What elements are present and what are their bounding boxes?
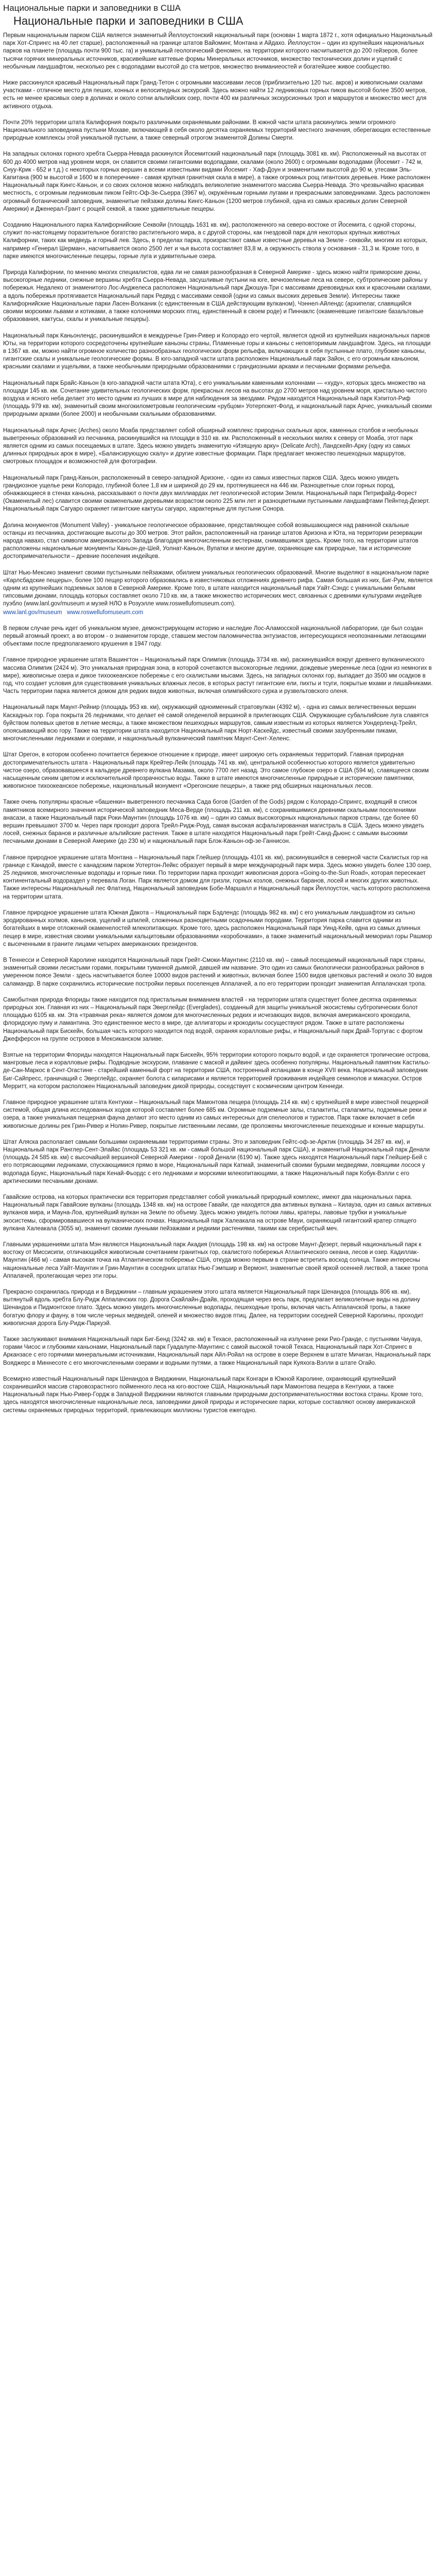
paragraph: Прекрасно сохранилась природа и в Вирджинии – главным украшением этого штата является Национальный парк Шенандоа (площадь 806 кв. км), вытянутый вдоль хребта Блу-Ридж Аппалачских гор. Дорога Скайлайн-Драйв, проходящая через весь парк, предлагает великолепные виды на долину Шенандоа и Пидмонтское плато. Здесь можно увидеть многочисленные водопады, пешеходные тропы, включая часть Аппалачской тропы, а также богатую флору и фауну, в том числе черных медведей, оленей и множество видов птиц. Далее, на территории соседней Северной Каролины, проходит живописная дорога Блу-Ридж-Паркуэй. <box>3 1289 424 1327</box>
paragraph: Национальный парк Маунт-Рейнир (площадь 953 кв. км), окружающий одноименный стратовулкан (4392 м), - одна из самых величественных вершин Каскадных гор. Гора покрыта 26 ледниками, что делает её самой оледенелой вершиной в прилегающих США. Окружающие субальпийские луга славятся буйством полевых цветов в летние месяцы, а также множеством пешеходных маршрутов, самым известным из которых является Уондерленд-Трейл, опоясывающий всю гору. Также на территории штата находится Национальный парк Норт-Каскейдс, известный своими зазубренными пиками, многочисленными ледниками и озерами, и национальный вулканический памятник Маунт-Сент-Хеленс. <box>3 704 429 742</box>
paragraph: Национальный парк Брайс-Каньон (в юго-западной части штата Юта), с его уникальными каменными колоннами — «худу», которых здесь множество на площади 145 кв. км. Сочетание удивительных геологических форм, прекрасных лесов на высотах до 2700 метров над уровнем моря, кристально чистого воздуха и ясного неба делает это место одним из лучших в мире для наблюдения за звездами. Рядом находятся Национальный парк Кэпитол-Риф (площадь 979 кв. км), знаменитый своим многокилометровым геологическим «рубцом» Уотерпокет-Фолд, и национальный парк Арчес, уникальный своими природными арками (более 2000) и необычными скальными образованиями. <box>3 380 432 418</box>
paragraph: Национальный парк Арчес (Arches) около Моаба представляет собой обширный комплекс природных скальных арок, каменных столбов и необычных выветренных образований из песчаника, раскинувшийся на площади в 310 кв. км. Расположенный в нескольких милях к северу от Моаба, этот парк является одним из самых посещаемых в штате. Здесь можно увидеть знаменитую «Изящную арку» (Delicate Arch), Ландскейп-Арку (одну из самых длинных природных арок в мире), «Балансирующую скалу» и другие известные формации. Парк предлагает множество пешеходных маршрутов, смотровых площадок и возможностей для фотографии. <box>3 427 418 465</box>
document-subtitle: Национальные парки и заповедники в США <box>13 14 243 27</box>
document-title: Национальные парки и заповедники в США <box>3 3 181 13</box>
paragraph: В Теннесси и Северной Каролине находится Национальный парк Грейт-Смоки-Маунтинс (2110 кв. км) – самый посещаемый национальный парк страны, знаменитый своими лесистыми горами, покрытыми туманной дымкой, давшей им название. Это один из самых биологически разнообразных районов в умеренном поясе Земли - здесь насчитывается более 10000 видов растений и животных, включая более 1500 видов цветковых растений и около 30 видов саламандр. В парке сохранились исторические постройки первых поселенцев Аппалачей, а по его территории проходит знаменитая Аппалачская тропа. <box>3 957 432 987</box>
roswell-museum-link[interactable]: www.roswellufomuseum.com <box>67 609 144 616</box>
paragraph: Природа Калифорнии, по мнению многих специалистов, едва ли не самая разнообразная в Северной Америке - здесь можно найти приморские дюны, высокогорные ледники, снежные вершины хребта Сьерра-Невада, засушливые пустыни на юге, вечнозеленые леса на севере, субтропические районы у побережья. Недалеко от знаменитого Лос-Анджелеса расположен Национальный парк Джошуа-Три с массивами древовидных юкк и красочными скалами, а вдоль побережья протягивается Национальный парк Редвуд с массивами секвой (одни из самых высоких деревьев Земли). Интересны также Калифорнийские Национальные парки Ласен-Волканик (с единственным в США действующим вулканом), Чэннел-Айлендс (архипелаг, славящийся своими морскими львами и котиками, а также колониями морских птиц, единственный в своем роде) и Пиннаклс (окаменевшие гигантские базальтовые образования, кактусы, скалы и уникальные пещеры). <box>3 269 432 323</box>
lanl-museum-link[interactable]: www.lanl.gov/museum <box>3 609 62 616</box>
paragraph: Ниже расскинулся красивый Национальный парк Гранд-Тетон с огромными массивами лесов (приблизительно 120 тыс. акров) и живописными скалами участками - отличное место для пеших, конных и велосипедных экскурсий. Здесь можно найти 12 ледниковых горных пиков высотой более 3500 метров, есть не менее красивых озер в долинах и около сотни альпийских озер, почти 400 км различных экскурсионных троп и маршрутов и множество мест для активного отдыха. <box>3 80 427 110</box>
paragraph: Национальный парк Каньонлендс, раскинувшийся в междуречье Грин-Ривер и Колорадо его чертой, является одной из крупнейших национальных парков Юты, на территории которого сосредоточены крупнейшие каньоны страны, Пламенные горы и каньоны с неповторимым ландшафтом. Здесь, на площади в 1367 кв. км, можно найти огромное количество разнообразных геологических форм рельефа, включающих в себя пустынные плато, глубокие каньоны, гигантские скалы и уникальные геологические формы. В юго-западной части штата расположен Национальный парк Зайон, с его огромным каньоном, красными скалами и ущельями, а также необычными природными образованиями с грандиозными арками и песчаными формами рельефа. <box>3 332 431 370</box>
paragraph: Почти 20% территории штата Калифорния покрыто различными охраняемыми районами. В южной части штата раскинулись земли огромного Национального заповедника пустыни Мохаве, включающей в себя около десятка охраняемых территорий местного значения, оберегающих естественные природные комплексы этой уникальной пустыни, а также северный отрогом знаменитой Долины Смерти. <box>3 119 431 142</box>
paragraph: Гавайские острова, на которых практически вся территория представляет собой уникальный природный комплекс, имеют два национальных парка. Национальный парк Гавайские вулканы (площадь 1348 кв. км) на острове Гавайи, где находятся два активных вулкана – Килауэа, один из самых активных вулканов мира, и Мауна-Лоа, крупнейший вулкан на Земле по объему. Здесь можно увидеть потоки лавы, кратеры, лавовые трубки и уникальные экосистемы, сформировавшиеся на вулканических почвах. Национальный парк Халеакала на острове Мауи, охраняющий гигантский кратер спящего вулкана Халеакала (3055 м), знаменит своими лунными пейзажами и редкими растениями, такими как серебристый меч. <box>3 1194 432 1232</box>
paragraph: Штат Орегон, в котором особенно почитается бережное отношение к природе, имеет широкую сеть охраняемых территорий. Главная природная достопримечательность штата - Национальный парк Крейтер-Лейк (площадь 741 кв. км), центральной особенностью которого является удивительно чистое озеро, образовавшееся в кальдере древнего вулкана Мазама, около 7700 лет назад. Это самое глубокое озеро в США (594 м), славящееся своим насыщенным синим цветом и исключительной прозрачностью воды. Также в штате имеются многочисленные природные и исторические памятники, живописное тихоокеанское побережье, национальный монумент «Орегонские пещеры», а также ряд обширных национальных лесов. <box>3 752 429 790</box>
paragraph: Главное природное украшение штата Южная Дакота – Национальный парк Бэдлендс (площадь 982 кв. км) с его уникальным ландшафтом из сильно эродированных холмов, каньонов, ущелий и шпилей, сложенных разноцветными осадочными породами. Территория парка славится одними из богатейших в мире отложений окаменелостей млекопитающих. Кроме того, здесь расположен Национальный парк Уинд-Кейв, одна из самых длинных пещер в мире, известная своими уникальными кальцитовыми образованиями «коробочками», а также знаменитый национальный мемориал горы Рашмор с высеченными в граните лицами четырех американских президентов. <box>3 909 432 947</box>
paragraph: Долина монументов (Monument Valley) - уникальное геологическое образование, представляющее собой возвышающиеся над равниной скальные останцы из песчаника, достигающие высоты до 300 метров. Этот район, расположенный на границе штатов Аризона и Юта, на территории резервации народа навахо, стал символом американского Запада благодаря многочисленным вестернам, снимавшимся здесь. Кроме того, на территории штатов расположены национальные монументы Каньон-де-Шей, Уолнат-Каньон, Вупатки и многие другие, охраняющие как природные, так и исторические достопримечательности – древние поселения индейцев. <box>3 522 422 560</box>
paragraph: Главными украшениями штата Мэн являются Национальный парк Акадия (площадь 198 кв. км) на острове Маунт-Дезерт, первый национальный парк к востоку от Миссисипи, отличающийся живописным сочетанием гранитных гор, скалистого побережья Атлантического океана, лесов и озер. Кадиллак-Маунтин (466 м) - самая высокая точка на Атлантическом побережье США, откуда можно первым в стране встретить восход солнца. Также интересны национальные леса Уайт-Маунтин и Грин-Маунтин в соседних штатах Нью-Гэмпшир и Вермонт, знаменитые своей яркой осенней листвой, а также тропа Аппалачей, пролегающая через эти горы. <box>3 1242 428 1279</box>
paragraph: Штат Аляска располагает самыми большими охраняемыми территориями страны. Это и заповедник Гейтс-оф-зе-Арктик (площадь 34 287 кв. км), и Национальный парк Ранглер-Сент-Элайас (площадь 53 321 кв. км - самый большой национальный парк США), и знаменитый Национальный парк Денали (площадь 24 585 кв. км) с высочайшей вершиной Северной Америки - горой Денали (6190 м). Также здесь находятся Национальный парк Глейшер-Бей с его потрясающими ледниками, спускающимися прямо в море, Национальный парк Катмай, знаменитый своими бурыми медведями, ловящими лосося у водопада Брукс, Национальный парк Кенай-Фьордс с его ледниками и морскими млекопитающими, а также Национальный парк Кобук-Вэлли с его арктическими песчаными дюнами. <box>3 1139 430 1184</box>
paragraph: Созданию Национального парка Калифорнийские Секвойи (площадь 1631 кв. км), расположенного на северо-востоке от Йосемита, с одной стороны, служит по-настоящему поразительное богатство растительного мира, а с другой стороны, как гнездовой парк для некоторых крупных животных Калифорнии, таких как медведь и горный лев. Здесь, в пределах парка, произрастают самые известные деревья на Земле - секвойи, многим из которых, например «Генерал Шерман», насчитывается около 2500 лет и чья высота составляет 83,8 м, а окружность ствола у основания - 31,3 м. Кроме того, в парке имеются многочисленные пещеры, горные луга и удивительные озера. <box>3 222 428 260</box>
paragraph: На западных склонах горного хребта Сьерра-Невада раскинулся Йосемитский национальный парк (площадь 3081 кв. км). Расположенный на высотах от 600 до 4000 метров над уровнем моря, он славится своими гигантскими водопадами, скалами (около 2600) с огромными водопадами (Йосемит - 742 м, Снуу-Крик - 652 и т.д.) с некоторых горных вершин а всеми известными видами Йосемит - Хаф-Доун и знаменитыми высотой до 90 м, утесами Эль-Капитана (900 м высотой и 1600 м в поперечнике - самая крупная гранитная скала в мире), а также огромных рощ гигантских деревьев. Ниже расположен Национальный парк Кингс-Каньон, и со своих склонов можно наблюдать великолепие знаменитого массива Сьерра-Невада. Это чрезвычайно красивая местность, с огромным ледниковым пиком Гейтс-Оф-Зе-Сьерра (3967 м), окружённым горными лугами и прекрасными заповедниками. Здесь расположен огромный ботанический заповедник, знаменитые пейзажи долины Кингс-Каньон (1200 метров глубиной, одна из самых красивых долин Северной Америки) и Дженерал-Грант с рощей секвой, а также удивительные пещеры. <box>3 151 430 212</box>
paragraph: Взятые на территории Флориды находятся Национальный парк Бискейн, 95% территории которого покрыто водой, и где охраняется тропические острова, мангровые леса и коралловые рифы. Подводные экскурсии, плавание с маской и дайвинг здесь особенно популярны. Национальный памятник Кастильо-де-Сан-Маркос в Сент-Огастине - старейший каменный форт на территории США, построенный испанцами в конце XVII века. Национальный заповедник Биг-Сайпресс, граничащий с Эверглейдс, охраняет болота с кипарисами и является территорией проживания индейцев семинолов и микасуки. Остров Мерритт, на котором расположен Национальный заповедник дикой природы, соседствует с космическим центром Кеннеди. <box>3 1052 430 1090</box>
paragraph: Главное природное украшение штата Монтана – Национальный парк Глейшер (площадь 4101 кв. км), раскинувшийся в северной части Скалистых гор на границе с Канадой, вместе с канадским парком Уотертон-Лейкс образует первый в мире международный парк мира. Здесь можно увидеть более 130 озер, 25 ледников, многочисленные водопады и горные пики. По территории парка проходит живописная дорога «Going-to-the-Sun Road», которая пересекает континентальный водораздел у перевала Логан. Парк является домом для гризли, горных козлов, снежных баранов, лосей и многих других животных. Также интересны Национальный лес Флатхед, Национальный заповедник Бобе-Маршалл и Национальный парк Йеллоустон, часть которого расположена на территории штата. <box>3 854 432 900</box>
paragraph: Также очень популярны красные «башенки» выветренного песчаника Сада богов (Garden of the Gods) рядом с Колорадо-Спрингс, входящий в список памятников всемирного значения исторической заповедник Меса-Верде (площадь 211 кв. км), с сохранившимися древними скальными поселениями анасази, а также Национальный парк Роки-Маунтин (площадь 1076 кв. км) – один из самых высокогорных национальных парков страны, где более 60 вершин превышают 3700 м. Через парк проходит дорога Трейл-Ридж-Роуд, самая высокая асфальтированная магистраль в США. Здесь можно увидеть лосей, снежных баранов и различные альпийские растения. Также в штате находятся Национальный парк Грейт-Санд-Дьюнс с самыми высокими песчаными дюнами в Северной Америке (до 230 м) и национальный парк Блэк-Каньон-оф-зе-Ганнисон. <box>3 799 424 845</box>
paragraph: В первом случае речь идет об уникальном музее, демонстрирующем историю и наследие Лос-Аламосской национальной лаборатории, где был создан первый атомный проект, а во втором - о знаменитом городе, ставшем местом паломничества энтузиастов, интересующихся неопознанными летающими объектами после предполагаемого крушения в 1947 году. <box>3 625 426 648</box>
paragraph: Всемирно известный Национальный парк Шенандоа в Вирджинии, Национальный парк Конгари в Южной Каролине, охраняющий крупнейший сохранившийся массив старовозрастного пойменного леса на юго-востоке США, Национальный парк Мамонтова пещера в Кентукки, а также Национальный парк Нью-Ривер-Гордж в Западной Вирджинии являются главными природными достопримечательностями востока страны. Кроме того, здесь находятся многочисленные национальные леса, заповедники дикой природы и исторические парки, которые составляют основу американской системы охраняемых природных территорий, привлекающих миллионы туристов ежегодно. <box>3 1376 423 1414</box>
paragraph: Национальный парк Гранд-Каньон, расположенный в северо-западной Аризоне, - один из самых известных парков США. Здесь можно увидеть грандиозное ущелье реки Колорадо, глубиной более 1,8 км и шириной до 29 км, протянувшееся на 446 км. Разноцветные слои горных пород, обнажающиеся в стенах каньона, рассказывают о почти двух миллиардах лет геологической истории Земли. Национальный парк Петрифайд-Форест (Окаменелый лес) славится своими окаменелыми деревьями возрастом около 225 млн лет и разноцветными пустынными ландшафтами Пейнтед-Дезерт. Национальный парк Сагуаро охраняет гигантские кактусы сагуаро, характерные для пустыни Сонора. <box>3 474 430 513</box>
paragraph: Главное природное украшение штата Вашингтон – Национальный парк Олимпик (площадь 3734 кв. км), раскинувшийся вокруг древнего вулканического массива Олимпик (2424 м). Это уникальная природная зона, в которой сочетаются высокогорные ледники, дождевые умеренные леса (одни из немногих в мире), живописные озера и дикое тихоокеанское побережье с его скалистыми мысами. Здесь, на западных склонах гор, выпадает до 3500 мм осадков в год, что создает условия для существования уникальных влажных лесов, в которых растут гигантские ели, пихты и тсуги, покрытые мхами и лишайниками. Часть территории парка является домом для редких видов животных, включая олимпийского сурка и рузвельтовского оленя. <box>3 657 433 695</box>
paragraph: Самобытная природа Флориды также находится под пристальным вниманием властей - на территории штата существует более десятка охраняемых природных зон. Главная из них – Национальный парк Эверглейдс (Everglades), созданный для защиты уникальной экосистемы субтропических болот площадью 6105 кв. км. Эта «травяная река» является домом для многочисленных редких и исчезающих видов, включая американского крокодила, флоридскую пуму и ламантина. Это единственное место в мире, где аллигаторы и крокодилы сосуществуют рядом. Также в штате расположены Национальный парк Бискейн, большая часть которого находится под водой, охраняя коралловые рифы, и Национальный парк Драй-Тортугас с фортом Джефферсон на группе островов в Мексиканском заливе. <box>3 996 423 1042</box>
paragraph: Штат Нью-Мексико знаменит своими пустынными пейзажами, обилием уникальных геологических образований. Многие выделяют в национальном парке «Карлсбадские пещеры», более 100 пещер которого образовались в известняковых отложениях древнего рифа. Самая большая из них, Биг-Рум, является одним из крупнейших подземных залов в Северной Америке. Кроме того, в штате находится национальный парк Уайт-Сэндс с уникальными белыми гипсовыми дюнами, площадь которых составляет около 710 кв. км, а также множество исторических мест, связанных с древними культурами индейцев пуэбло (www.lanl.gov/museum и музей НЛО в Розуэлле www.roswellufomuseum.com). <box>3 569 433 607</box>
article-body <box>3 32 433 1415</box>
paragraph: Главное природное украшение штата Кентукки – Национальный парк Мамонтова пещера (площадь 214 кв. км) с крупнейшей в мире известной пещерной системой, общая длина исследованных ходов которой составляет более 685 км. Огромные подземные залы, сталактиты, сталагмиты, подземные реки и озера, а также уникальная пещерная фауна делают это место одним из самых интересных для спелеологов и туристов. Парк также включает в себя живописные долины рек Грин-Ривер и Нолин-Ривер, покрытые лиственными лесами, где проложены многочисленные пешеходные и конные маршруты. <box>3 1099 429 1129</box>
museum-links <box>3 609 433 617</box>
paragraph: Первым национальным парком США является знаменитый Йеллоустонский национальный парк (основан 1 марта 1872 г., хотя официально Национальный парк Хот-Спрингс на 40 лет старше), расположенный на границе штатов Вайоминг, Монтана и Айдахо. Йеллоустон – один из крупнейших национальных парков на планете (площадь почти 900 тыс. га) и уникальный геологический феномен, на территории которого насчитывается до 200 гейзеров, более тысячи горячих минеральных источников, красивейшие каттевые формы Минеральных источников, множество тектонических долин и ущелий с необычным ландшафтом, несколько рек с водопадами высотой до ста метров, множество вниманиеостей и богатейшее живое сообщество. <box>3 32 433 70</box>
paragraph: Также заслуживают внимания Национальный парк Биг-Бенд (3242 кв. км) в Техасе, расположенный на излучине реки Рио-Гранде, с пустынями Чиуауа, горами Чисос и глубокими каньонами, Национальный парк Гуадалупе-Маунтинс с самой высокой точкой Техаса, Национальный парк Хот-Спрингс в Арканзасе с его горячими минеральными источниками, Национальный парк Айл-Ройал на острове в озере Верхнем в штате Мичиган, Национальный парк Вояджерс в Миннесоте с его многочисленными озерами и водными путями, а также Национальный парк Куяхога-Вэлли в штате Огайо. <box>3 1336 431 1366</box>
